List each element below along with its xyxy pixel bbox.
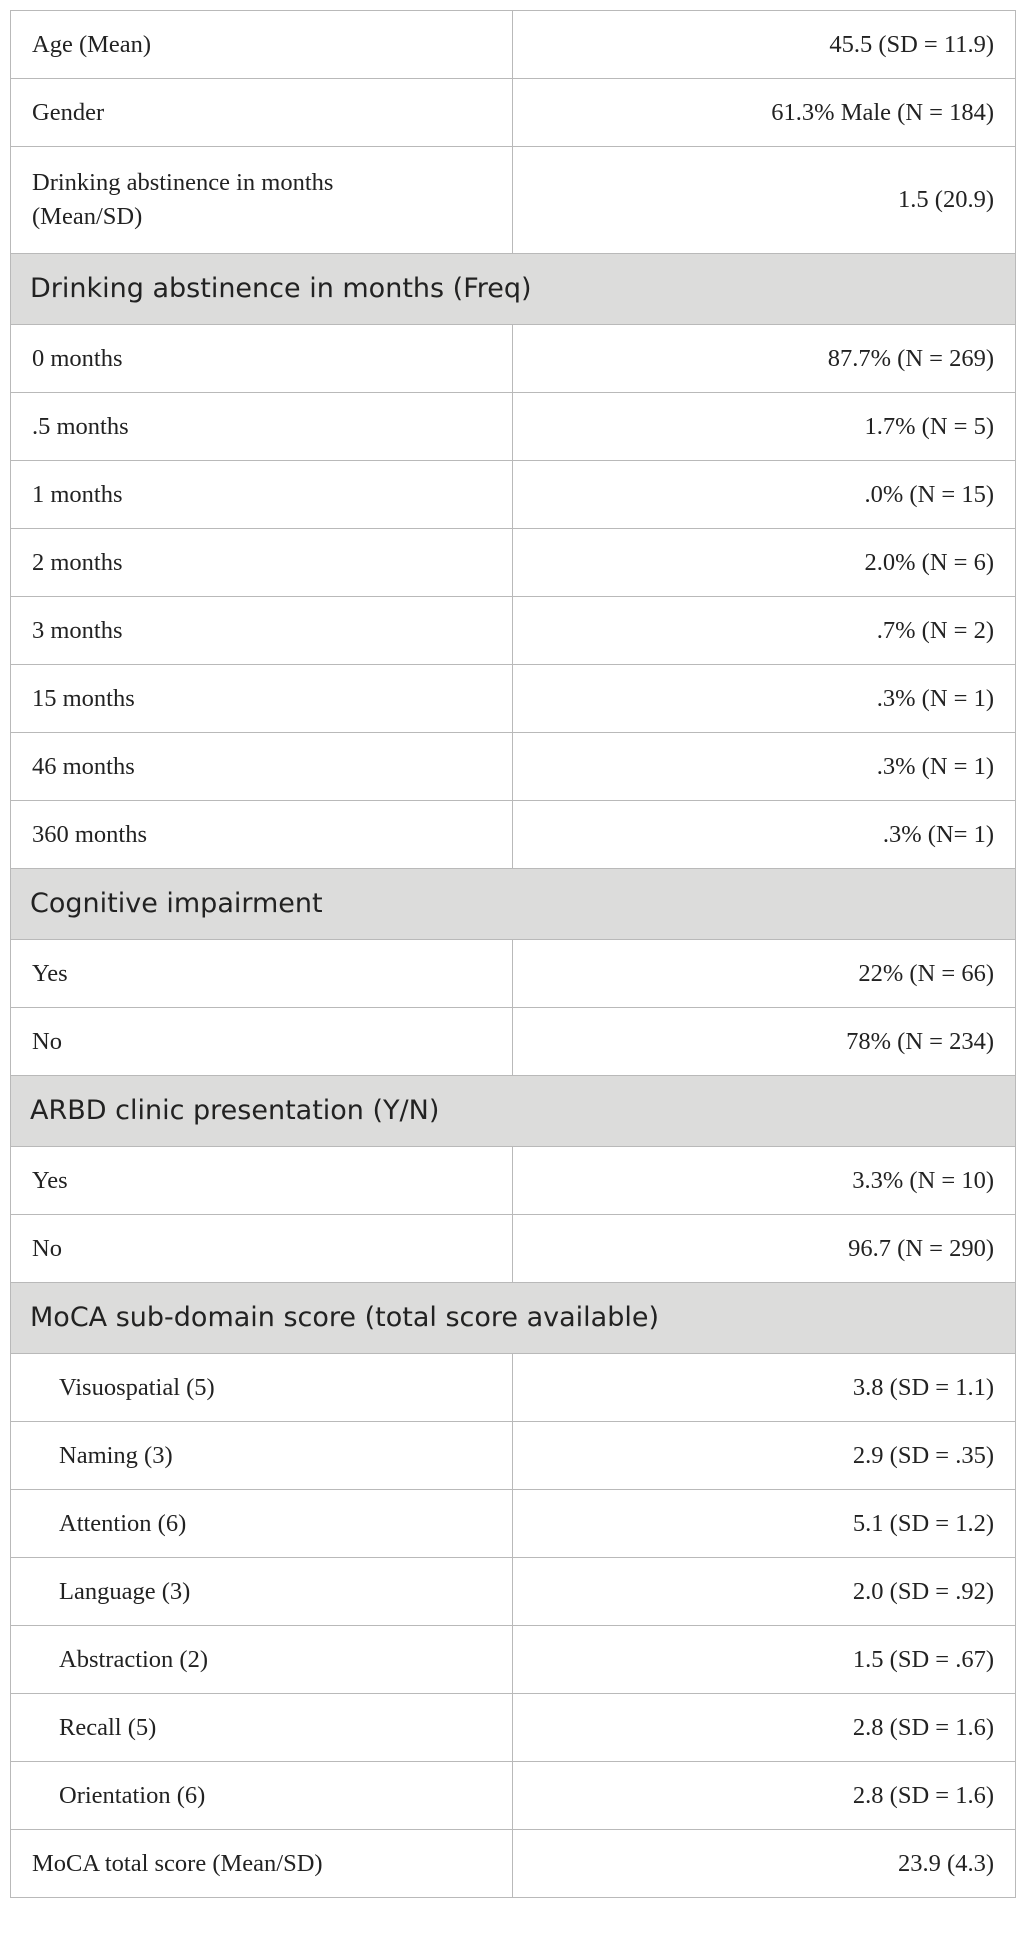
section-title: ARBD clinic presentation (Y/N)	[11, 1076, 1016, 1147]
row-value: 96.7 (N = 290)	[513, 1215, 1016, 1283]
table-row	[11, 1762, 1016, 1830]
row-label: Gender	[11, 79, 513, 147]
table-row	[11, 147, 1016, 254]
section-header-row	[11, 1283, 1016, 1354]
row-value: 2.8 (SD = 1.6)	[513, 1694, 1016, 1762]
section-header-row	[11, 869, 1016, 940]
row-label: 360 months	[11, 801, 513, 869]
row-label: Abstraction (2)	[11, 1626, 513, 1694]
table-row	[11, 801, 1016, 869]
table-row	[11, 1490, 1016, 1558]
row-label: 15 months	[11, 665, 513, 733]
row-value: 78% (N = 234)	[513, 1008, 1016, 1076]
row-value: 1.5 (20.9)	[513, 147, 1016, 254]
section-title: Cognitive impairment	[11, 869, 1016, 940]
table-row	[11, 1354, 1016, 1422]
row-label: Language (3)	[11, 1558, 513, 1626]
row-value: 1.5 (SD = .67)	[513, 1626, 1016, 1694]
demographics-table	[10, 10, 1016, 1898]
row-label: MoCA total score (Mean/SD)	[11, 1830, 513, 1898]
section-header-row	[11, 1076, 1016, 1147]
row-label: 1 months	[11, 461, 513, 529]
table-row	[11, 1830, 1016, 1898]
row-label: 0 months	[11, 325, 513, 393]
row-label: Orientation (6)	[11, 1762, 513, 1830]
row-value: 5.1 (SD = 1.2)	[513, 1490, 1016, 1558]
row-value: .7% (N = 2)	[513, 597, 1016, 665]
row-value: 3.3% (N = 10)	[513, 1147, 1016, 1215]
table-row	[11, 597, 1016, 665]
row-label: No	[11, 1215, 513, 1283]
table-row	[11, 1215, 1016, 1283]
row-value: 61.3% Male (N = 184)	[513, 79, 1016, 147]
table-row	[11, 940, 1016, 1008]
row-value: 23.9 (4.3)	[513, 1830, 1016, 1898]
row-label: Yes	[11, 1147, 513, 1215]
row-label: Recall (5)	[11, 1694, 513, 1762]
row-value: .3% (N= 1)	[513, 801, 1016, 869]
section-title: Drinking abstinence in months (Freq)	[11, 254, 1016, 325]
row-value: .3% (N = 1)	[513, 733, 1016, 801]
table-row	[11, 1422, 1016, 1490]
table-row	[11, 1147, 1016, 1215]
table-row	[11, 11, 1016, 79]
table-row	[11, 461, 1016, 529]
row-label: 3 months	[11, 597, 513, 665]
row-label: Drinking abstinence in months (Mean/SD)	[11, 147, 513, 254]
row-label: 46 months	[11, 733, 513, 801]
table-row	[11, 665, 1016, 733]
table-row	[11, 1008, 1016, 1076]
row-value: .3% (N = 1)	[513, 665, 1016, 733]
row-label: Yes	[11, 940, 513, 1008]
row-value: 22% (N = 66)	[513, 940, 1016, 1008]
row-label: Naming (3)	[11, 1422, 513, 1490]
section-title: MoCA sub-domain score (total score available)	[11, 1283, 1016, 1354]
row-label: .5 months	[11, 393, 513, 461]
row-label: 2 months	[11, 529, 513, 597]
row-value: 45.5 (SD = 11.9)	[513, 11, 1016, 79]
table-row	[11, 1558, 1016, 1626]
section-header-row	[11, 254, 1016, 325]
row-value: 2.0 (SD = .92)	[513, 1558, 1016, 1626]
row-label: Age (Mean)	[11, 11, 513, 79]
row-value: 2.0% (N = 6)	[513, 529, 1016, 597]
row-value: 2.9 (SD = .35)	[513, 1422, 1016, 1490]
table-row	[11, 529, 1016, 597]
row-value: 2.8 (SD = 1.6)	[513, 1762, 1016, 1830]
table-row	[11, 79, 1016, 147]
table-row	[11, 393, 1016, 461]
row-label: No	[11, 1008, 513, 1076]
row-value: 3.8 (SD = 1.1)	[513, 1354, 1016, 1422]
table-row	[11, 1626, 1016, 1694]
row-label: Attention (6)	[11, 1490, 513, 1558]
row-value: .0% (N = 15)	[513, 461, 1016, 529]
table-row	[11, 1694, 1016, 1762]
row-value: 1.7% (N = 5)	[513, 393, 1016, 461]
table-row	[11, 733, 1016, 801]
row-label: Visuospatial (5)	[11, 1354, 513, 1422]
table-row	[11, 325, 1016, 393]
row-value: 87.7% (N = 269)	[513, 325, 1016, 393]
